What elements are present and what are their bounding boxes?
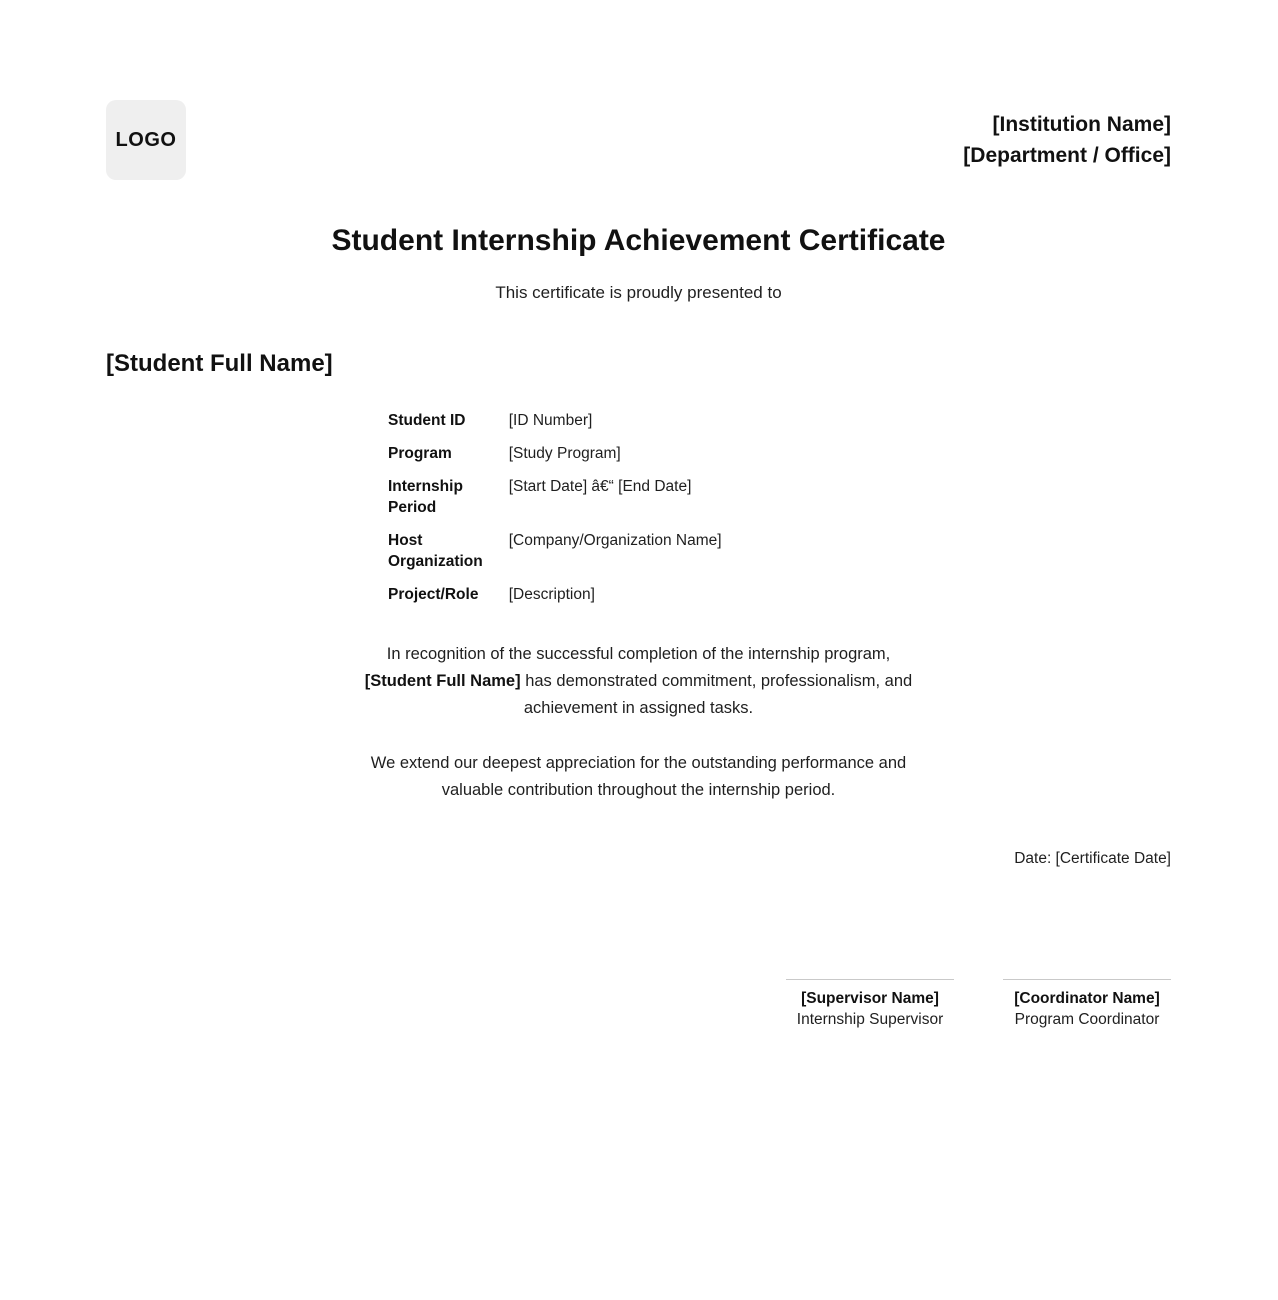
recognition-text-before: In recognition of the successful completion of the internship program, bbox=[386, 645, 891, 663]
signature-block-supervisor bbox=[786, 979, 954, 1030]
signature-role: Internship Supervisor bbox=[796, 1011, 944, 1028]
detail-value: [ID Number] bbox=[508, 412, 593, 429]
appreciation-paragraph: We extend our deepest appreciation for the outstanding performance and valuable contribution throughout the internship period. bbox=[370, 754, 907, 799]
detail-value: [Study Program] bbox=[508, 445, 621, 462]
header bbox=[106, 100, 1171, 180]
signature-line bbox=[786, 979, 954, 980]
signature-line bbox=[1003, 979, 1171, 980]
date-line: Date: [Certificate Date] bbox=[1014, 850, 1171, 867]
signature-name: [Supervisor Name] bbox=[801, 990, 939, 1007]
student-name: [Student Full Name] bbox=[106, 350, 333, 377]
detail-label: Internship Period bbox=[388, 478, 463, 516]
institution-name: [Institution Name] bbox=[992, 113, 1171, 136]
institution-block bbox=[963, 109, 1171, 171]
signature-block-coordinator bbox=[1003, 979, 1171, 1030]
detail-row-internship-period bbox=[388, 470, 722, 524]
detail-label: Project/Role bbox=[388, 586, 479, 603]
recognition-student-name: [Student Full Name] bbox=[364, 672, 521, 690]
detail-label: Program bbox=[388, 445, 452, 462]
logo-text: LOGO bbox=[115, 128, 177, 151]
detail-value: [Start Date] â€“ [End Date] bbox=[508, 478, 692, 495]
details-table bbox=[388, 404, 722, 611]
detail-label: Host Organization bbox=[388, 532, 483, 570]
certificate-subtitle: This certificate is proudly presented to bbox=[495, 283, 782, 302]
detail-row-program bbox=[388, 437, 722, 470]
detail-row-host-organization bbox=[388, 524, 722, 578]
signature-role: Program Coordinator bbox=[1014, 1011, 1160, 1028]
signatures-row bbox=[106, 979, 1171, 1030]
recognition-paragraph bbox=[359, 641, 919, 722]
detail-value: [Description] bbox=[508, 586, 595, 603]
detail-value: [Company/Organization Name] bbox=[508, 532, 722, 549]
certificate-title: Student Internship Achievement Certificate bbox=[331, 224, 946, 257]
signature-name: [Coordinator Name] bbox=[1014, 990, 1160, 1007]
detail-label: Student ID bbox=[388, 412, 466, 429]
department-office: [Department / Office] bbox=[963, 144, 1171, 167]
logo bbox=[106, 100, 186, 180]
detail-row-student-id bbox=[388, 404, 722, 437]
recognition-text-after: has demonstrated commitment, professionalism, and achievement in assigned tasks. bbox=[523, 672, 913, 717]
detail-row-project-role bbox=[388, 578, 722, 611]
